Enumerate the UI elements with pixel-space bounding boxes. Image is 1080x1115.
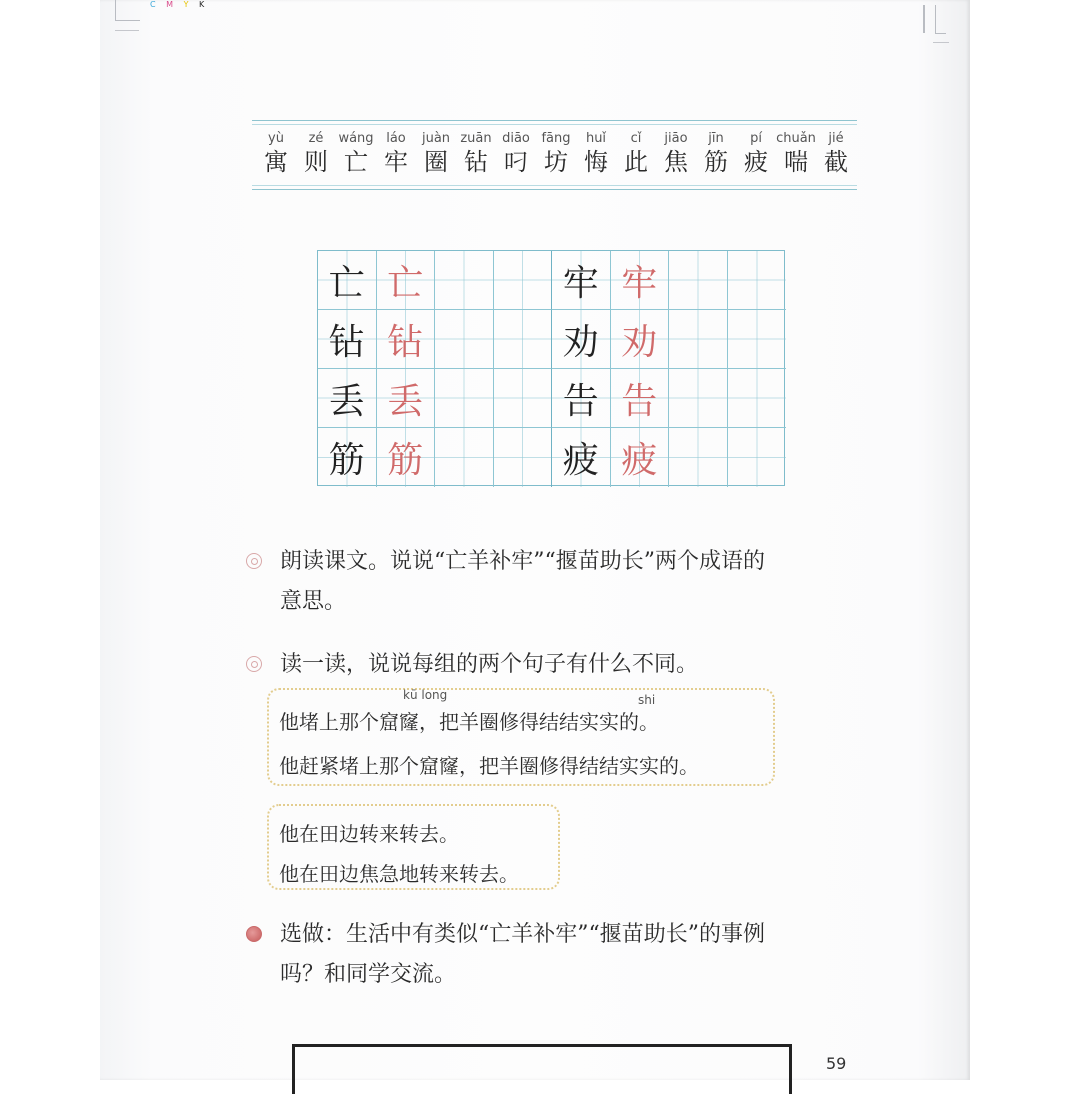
grid-cell-empty	[494, 369, 553, 428]
vocab-character: 截	[824, 148, 848, 176]
grid-cell-character: 劝	[611, 310, 670, 369]
vocab-item	[576, 131, 616, 177]
vocab-item	[336, 131, 376, 177]
vocab-pinyin: pí	[750, 131, 762, 146]
vocab-pinyin: cǐ	[630, 131, 642, 146]
sentence-group-1	[267, 688, 775, 786]
sentence-2a: 他在田边转来转去。	[279, 822, 459, 846]
vocab-pinyin: zuān	[460, 131, 492, 146]
exercise-2-prompt: 读一读，说说每组的两个句子有什么不同。	[280, 652, 699, 677]
vocab-item	[656, 131, 696, 177]
vocab-character: 牢	[384, 148, 408, 176]
grid-cell-character: 筋	[318, 428, 377, 487]
pinyin-kulong: kū long	[403, 688, 448, 702]
cmyk-y: Y	[183, 0, 193, 9]
crop-mark-left-line	[115, 30, 139, 31]
grid-cell-character: 疲	[611, 428, 670, 487]
vocab-pinyin: wáng	[338, 131, 374, 146]
vocab-pinyin: chuǎn	[776, 131, 816, 146]
grid-cell-empty	[728, 369, 787, 428]
grid-cell-empty	[435, 369, 494, 428]
grid-cell-empty	[728, 428, 787, 487]
vocab-item	[736, 131, 776, 177]
grid-cell-character: 钻	[377, 310, 436, 369]
grid-cell-character: 钻	[318, 310, 377, 369]
exercise-2	[246, 645, 866, 685]
vocab-item	[256, 131, 296, 177]
vocab-item	[536, 131, 576, 177]
next-section-box	[292, 1044, 792, 1094]
vocab-pinyin: láo	[386, 131, 406, 146]
grid-cell-empty	[435, 251, 494, 310]
vocab-item	[816, 131, 856, 177]
sentence-group-2	[267, 804, 560, 890]
vocab-character: 筋	[704, 148, 728, 176]
vocabulary-band	[252, 120, 857, 190]
vocab-pinyin: jiāo	[664, 131, 688, 146]
vocab-character: 疲	[744, 148, 768, 176]
vocab-character: 坊	[544, 148, 568, 176]
vocab-item	[296, 131, 336, 177]
grid-cell-empty	[494, 428, 553, 487]
vocab-pinyin: yù	[268, 131, 284, 146]
grid-cell-character: 亡	[318, 251, 377, 310]
vocabulary-row	[256, 131, 856, 177]
vocab-character: 亡	[344, 148, 368, 176]
character-writing-grid	[317, 250, 785, 486]
page-number: 59	[826, 1054, 847, 1073]
grid-cell-empty	[435, 428, 494, 487]
vocab-pinyin: jīn	[708, 131, 724, 146]
vocab-pinyin: fāng	[541, 131, 571, 146]
exercise-3	[246, 915, 866, 995]
cmyk-k: K	[199, 0, 209, 9]
grid-cell-empty	[494, 251, 553, 310]
vocab-item	[416, 131, 456, 177]
vocab-character: 寓	[264, 148, 288, 176]
vocab-character: 喘	[784, 148, 808, 176]
vocab-item	[456, 131, 496, 177]
grid-cell-empty	[728, 310, 787, 369]
cmyk-c: C	[150, 0, 160, 9]
grid-cell-empty	[669, 369, 728, 428]
grid-cell-character: 亡	[377, 251, 436, 310]
grid-cell-empty	[669, 251, 728, 310]
vocab-pinyin: zé	[308, 131, 324, 146]
vocab-pinyin: diāo	[502, 131, 530, 146]
vocab-character: 圈	[424, 148, 448, 176]
cmyk-registration	[150, 0, 208, 9]
vocab-item	[376, 131, 416, 177]
vocab-character: 焦	[664, 148, 688, 176]
vocab-item	[696, 131, 736, 177]
vocab-pinyin: juàn	[421, 131, 451, 146]
vocab-character: 钻	[464, 148, 488, 176]
grid-cell-empty	[494, 310, 553, 369]
grid-cell-character: 丢	[377, 369, 436, 428]
sentence-2b: 他在田边焦急地转来转去。	[279, 862, 519, 886]
exercise-1	[246, 542, 866, 622]
exercise-3-line2: 吗？和同学交流。	[280, 962, 457, 987]
crop-mark-left	[115, 0, 140, 21]
exercise-1-line2: 意思。	[280, 589, 347, 614]
vocab-character: 此	[624, 148, 648, 176]
grid-cell-character: 劝	[552, 310, 611, 369]
sentence-1a: 他堵上那个窟窿，把羊圈修得结结实实的。	[279, 710, 659, 734]
exercise-optional-bullet-icon	[246, 926, 262, 942]
grid-cell-character: 告	[552, 369, 611, 428]
vocab-character: 叼	[504, 148, 528, 176]
grid-cell-character: 疲	[552, 428, 611, 487]
grid-cell-empty	[435, 310, 494, 369]
vocab-item	[496, 131, 536, 177]
sentence-1b: 他赶紧堵上那个窟窿，把羊圈修得结结实实的。	[279, 754, 699, 778]
vocab-character: 则	[304, 148, 328, 176]
crop-mark-right-line	[933, 42, 949, 43]
grid-cell-character: 牢	[552, 251, 611, 310]
vocab-character: 悔	[584, 148, 608, 176]
exercise-bullet-icon	[246, 553, 262, 569]
pinyin-shi: shi	[638, 693, 656, 707]
grid-cell-empty	[728, 251, 787, 310]
exercise-bullet-icon	[246, 656, 262, 672]
grid-cell-empty	[669, 310, 728, 369]
cmyk-m: M	[166, 0, 178, 9]
exercise-1-line1: 朗读课文。说说“亡羊补牢”“揠苗助长”两个成语的	[280, 549, 765, 574]
vocab-item	[776, 131, 816, 177]
vocab-pinyin: jié	[828, 131, 844, 146]
grid-cell-character: 告	[611, 369, 670, 428]
vocab-item	[616, 131, 656, 177]
grid-cell-character: 牢	[611, 251, 670, 310]
grid-cell-empty	[669, 428, 728, 487]
grid-cell-character: 筋	[377, 428, 436, 487]
crop-mark-right	[923, 5, 945, 33]
grid-cell-character: 丢	[318, 369, 377, 428]
exercise-3-line1: 选做：生活中有类似“亡羊补牢”“揠苗助长”的事例	[280, 922, 765, 947]
vocab-pinyin: huǐ	[585, 131, 607, 146]
